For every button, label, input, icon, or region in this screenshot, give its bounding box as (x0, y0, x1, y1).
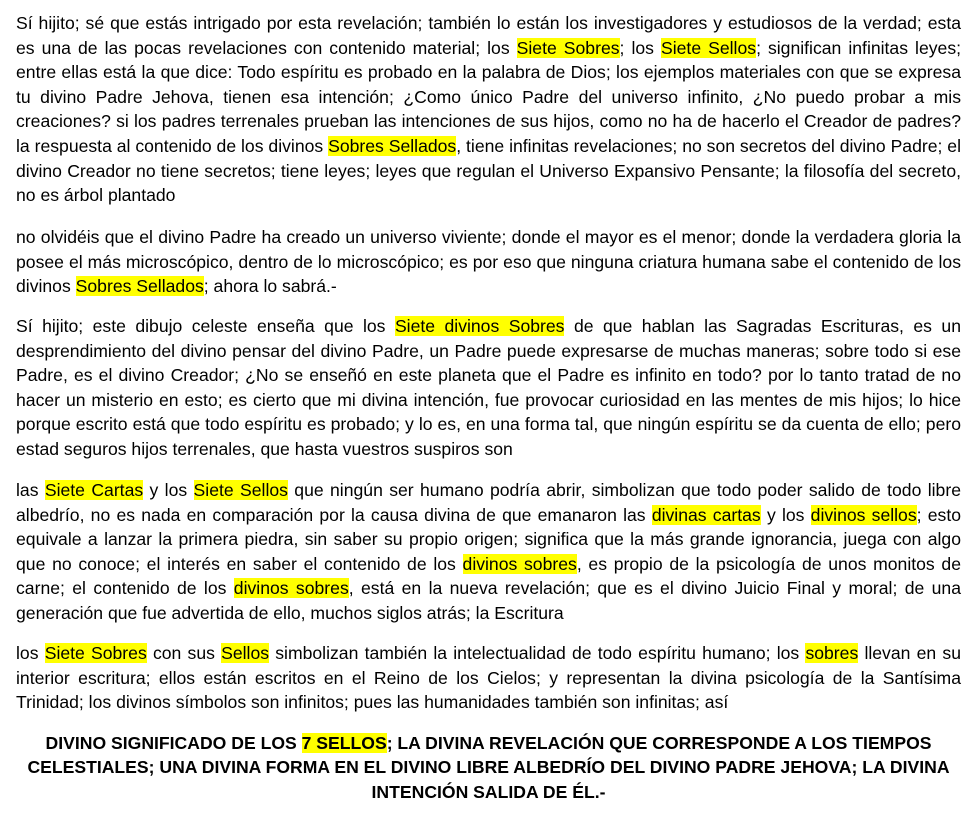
text-segment: , es propio de la psicología de unos monitos de carne; el contenido de los (16, 553, 961, 599)
paragraph-3 (16, 314, 961, 462)
text-segment: ; significan infinitas leyes; entre ellas está la que dice: Todo espíritu es probado en la palabra de Dios; los ejemplos materiales con que se expresa tu divino Padre Jehova, tienen esa intención; ¿Como único Padre del universo infinito, ¿No puedo probar a mis creaciones? si los padres terrenales prueban las intenciones de sus hijos, como no ha de hacerlo el Creador de padres? la respuesta al contenido de los divinos (16, 37, 962, 156)
paragraph-4 (16, 478, 961, 626)
highlighted-text: Siete Sellos (193, 480, 288, 500)
highlighted-text: Siete Sobres (516, 37, 620, 58)
highlighted-text: sobres (805, 643, 859, 663)
highlighted-text: Siete Sobres (44, 643, 147, 663)
text-segment: , tiene infinitas revelaciones; no son secretos del divino Padre; el divino Creador no tiene secretos; tiene leyes; leyes que regulan el Universo Expansivo Pensante; la filosofía del secreto, no es árbol plantado (16, 135, 961, 206)
text-segment: ; ahora lo sabrá.- (203, 276, 337, 297)
highlighted-heading-text: 7 SELLOS (301, 733, 387, 753)
section-heading (16, 731, 961, 804)
text-segment: las (16, 480, 45, 500)
heading-text: DIVINO SIGNIFICADO DE LOS (45, 733, 302, 753)
text-segment: los (16, 643, 45, 663)
text-segment: , está en la nueva revelación; que es el divino Juicio Final y moral; de una generación que fue advertida de ello, muchos siglos atrás; la Escritura (16, 578, 961, 623)
highlighted-text: Sobres Sellados (328, 135, 457, 156)
text-segment: ; esto equivale a lanzar la primera piedra, sin saber su propio origen; significa que la más grande ignorancia, juega con algo que no conoce; el interés en saber el contenido de los (16, 504, 962, 574)
text-segment: no olvidéis que el divino Padre ha creado un universo viviente; donde el mayor es el menor; donde la verdadera gloria la posee el más microscópico, dentro de lo microscópico; es por eso que ninguna criatura humana sabe el contenido de los divinos (16, 227, 961, 297)
highlighted-text: divinas cartas (651, 504, 761, 525)
paragraph-1 (16, 11, 961, 208)
highlighted-text: divinos sobres (462, 553, 577, 574)
highlighted-text: Siete Sellos (661, 37, 757, 58)
highlighted-text: divinos sellos (810, 504, 917, 525)
highlighted-text: Sobres Sellados (75, 276, 204, 297)
text-segment: Sí hijito; sé que estás intrigado por esta revelación; también lo están los investigadores y estudiosos de la verdad; esta es una de las pocas revelaciones con contenido material; los (16, 13, 961, 58)
paragraph-2 (16, 225, 961, 299)
text-segment: simbolizan también la intelectualidad de todo espíritu humano; los (269, 643, 806, 663)
text-segment: llevan en su interior escritura; ellos están escritos en el Reino de los Cielos; y representan la divina psicología de la Santísima Trinidad; los divinos símbolos son infinitos; pues las humanidades también son infinitas; así (16, 643, 961, 713)
text-segment: con sus (146, 643, 222, 663)
highlighted-text: Siete divinos Sobres (394, 316, 565, 336)
paragraph-5 (16, 641, 961, 715)
text-segment: Sí hijito; este dibujo celeste enseña que los (16, 316, 395, 336)
highlighted-text: Sellos (221, 643, 270, 663)
text-segment: de que hablan las Sagradas Escrituras, es un desprendimiento del divino pensar del divino Padre, un Padre puede expresarse de muchas maneras; sobre todo si ese Padre, es el divino Creador; ¿No se enseñó en este planeta que el Padre es infinito en todo? por lo tanto tratad de no hacer un misterio en esto; es cierto que mi divina intención, fue provocar curiosidad en las mentes de mis hijos; lo hice porque escrito está que todo espíritu es probado; y lo es, en una forma tal, que ningún espíritu se da cuenta de ello; pero estad seguros hijos terrenales, que hasta vuestros suspiros son (16, 316, 962, 459)
text-segment: y los (143, 480, 194, 500)
highlighted-text: Siete Cartas (44, 480, 144, 500)
text-segment: que ningún ser humano podría abrir, simbolizan que todo poder salido de todo libre albedrío, no es nada en comparación por la causa divina de que emanaron las (16, 480, 961, 525)
text-segment: y los (760, 504, 811, 525)
highlighted-text: divinos sobres (233, 578, 349, 599)
heading-text: ; LA DIVINA REVELACIÓN QUE CORRESPONDE A LOS TIEMPOS CELESTIALES; UNA DIVINA FORMA EN EL DIVINO LIBRE ALBEDRÍO DEL DIVINO PADRE JEHOVA; LA DIVINA INTENCIÓN SALIDA DE ÉL.- (27, 733, 950, 802)
text-segment: ; los (619, 37, 661, 58)
